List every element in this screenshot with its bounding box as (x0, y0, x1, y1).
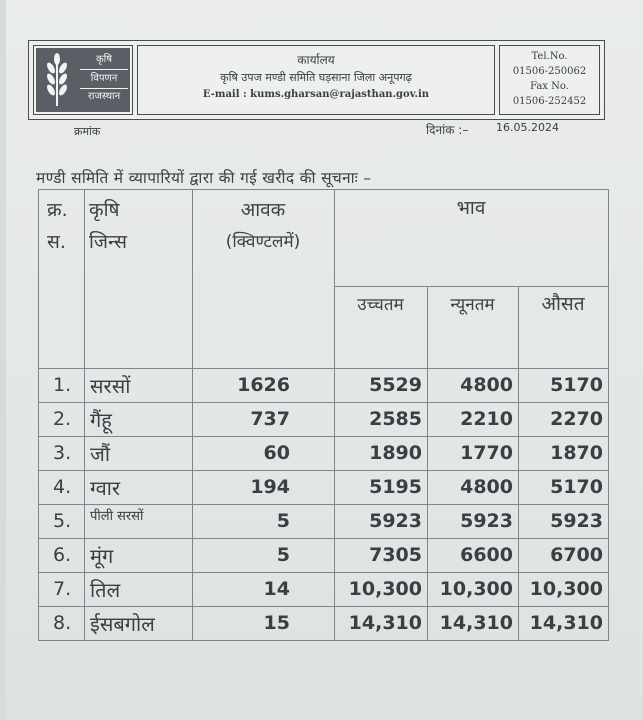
table-cell-max: 5529 (369, 374, 422, 396)
table-cell-min: 2210 (460, 408, 513, 430)
table-cell-min: 1770 (460, 442, 513, 464)
table-cell-avg: 5170 (550, 374, 603, 396)
table-cell-avg: 1870 (550, 442, 603, 464)
table-cell-min: 6600 (460, 544, 513, 566)
table-cell-crop: जौं (90, 441, 111, 466)
table-cell-crop: पीली सरसों (90, 509, 144, 524)
table-cell-crop: गैंहू (90, 407, 112, 432)
table-cell-avg: 5170 (550, 476, 603, 498)
price-table (38, 189, 609, 641)
table-cell-avg: 10,300 (529, 578, 603, 600)
header-price: भाव (456, 197, 486, 219)
table-cell-sn: 2. (53, 408, 72, 430)
header-arrival-line2: (क्विण्टलमें) (225, 232, 301, 252)
table-cell-min: 4800 (460, 374, 513, 396)
header-crop-line1: कृषि (89, 199, 120, 221)
table-cell-sn: 3. (53, 442, 72, 464)
table-cell-crop: तिल (90, 577, 121, 602)
table-cell-max: 5923 (369, 510, 422, 532)
logo-text-vipanan: विपणन (90, 73, 118, 84)
table-cell-avg: 6700 (550, 544, 603, 566)
office-email: E-mail : kums.gharsan@rajasthan.gov.in (202, 89, 430, 100)
table-cell-min: 14,310 (439, 612, 513, 634)
table-cell-sn: 5. (53, 510, 72, 532)
office-info (137, 45, 495, 115)
logo (33, 45, 133, 115)
table-cell-avg: 14,310 (529, 612, 603, 634)
table-cell-crop: मूंग (90, 543, 114, 568)
table-cell-min: 10,300 (439, 578, 513, 600)
table-cell-max: 7305 (369, 544, 422, 566)
table-cell-arrival: 5 (276, 510, 290, 532)
wheat-icon (40, 52, 74, 108)
header-crop-line2: जिन्स (89, 231, 127, 253)
table-cell-sn: 8. (53, 612, 72, 634)
notice-heading: मण्डी समिति में व्यापारियों द्वारा की गई खरीद की सूचनाः – (36, 169, 372, 187)
table-cell-arrival: 14 (263, 578, 290, 600)
tel-label: Tel.No. (531, 51, 568, 62)
table-cell-sn: 4. (53, 476, 72, 498)
table-cell-max: 14,310 (348, 612, 422, 634)
table-cell-arrival: 15 (263, 612, 290, 634)
table-cell-crop: ईसबगोल (90, 611, 155, 636)
table-cell-max: 1890 (369, 442, 422, 464)
table-cell-arrival: 737 (250, 408, 290, 430)
header-avg-price: औसत (541, 293, 585, 315)
office-name: कृषि उपज मण्डी समिति घड़साना जिला अनूपगढ़ (220, 71, 412, 84)
date-value: 16.05.2024 (496, 121, 559, 134)
table-cell-min: 5923 (460, 510, 513, 532)
table-cell-max: 2585 (369, 408, 422, 430)
contact-info (499, 45, 600, 115)
date-label: दिनांक :– (426, 123, 469, 137)
table-cell-avg: 5923 (550, 510, 603, 532)
table-cell-crop: ग्वार (90, 475, 121, 500)
table-cell-arrival: 1626 (237, 374, 290, 396)
letterhead (28, 40, 605, 120)
table-cell-sn: 7. (53, 578, 72, 600)
header-min-price: न्यूनतम (450, 295, 495, 315)
header-sn-line1: क्र. (47, 199, 68, 221)
table-cell-max: 5195 (369, 476, 422, 498)
table-cell-sn: 1. (53, 374, 72, 396)
table-cell-crop: सरसों (90, 373, 131, 398)
header-arrival-line1: आवक (240, 199, 286, 221)
fax-label: Fax No. (530, 81, 569, 92)
office-title: कार्यालय (297, 53, 335, 67)
table-cell-min: 4800 (460, 476, 513, 498)
table-cell-arrival: 5 (276, 544, 290, 566)
table-cell-sn: 6. (53, 544, 72, 566)
header-sn-line2: स. (47, 231, 66, 253)
document-page (6, 0, 643, 720)
reference-number-label: क्रमांक (74, 125, 101, 138)
header-max-price: उच्चतम (357, 295, 404, 315)
fax-number: 01506-252452 (512, 96, 587, 107)
table-cell-arrival: 194 (250, 476, 290, 498)
table-cell-max: 10,300 (348, 578, 422, 600)
table-cell-arrival: 60 (263, 442, 290, 464)
table-cell-avg: 2270 (550, 408, 603, 430)
tel-number: 01506-250062 (512, 66, 587, 77)
logo-text-rajasthan: राजस्थान (87, 91, 121, 102)
logo-text-krishi: कृषि (95, 54, 113, 65)
